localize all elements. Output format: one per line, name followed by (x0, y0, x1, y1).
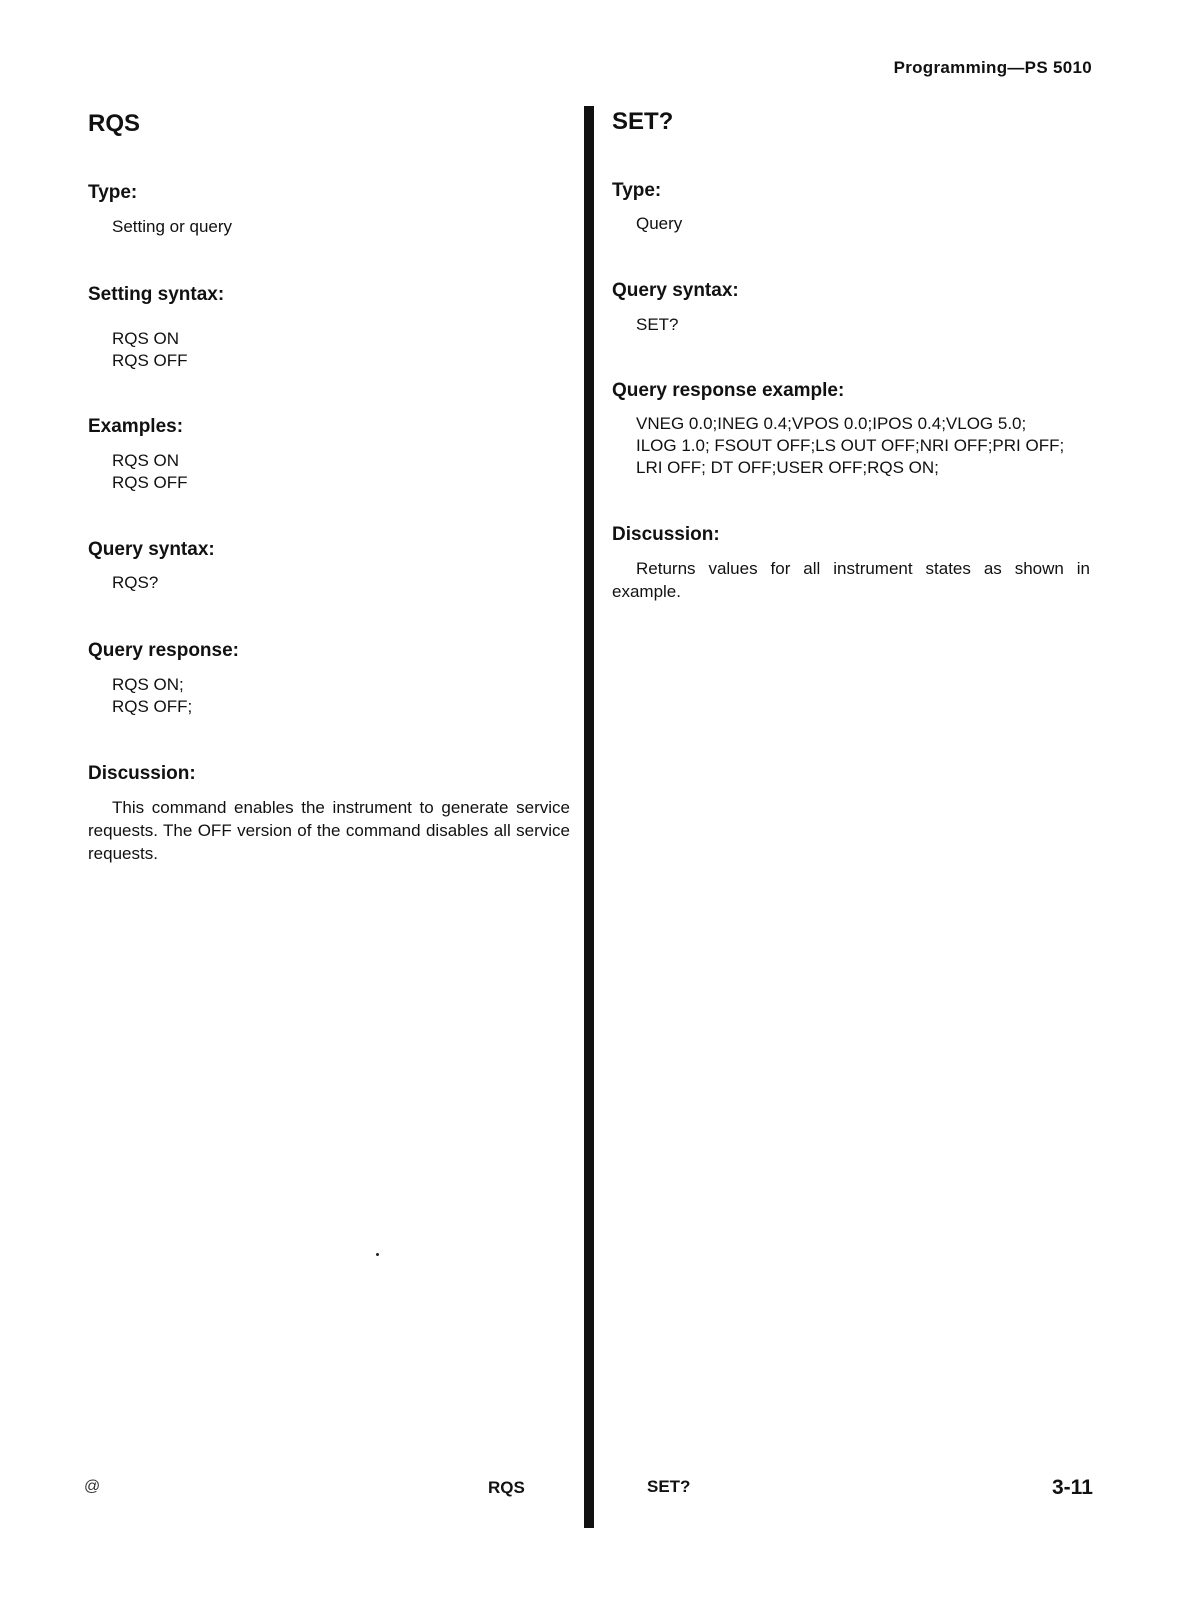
discussion-text: Returns values for all instrument states as shown in example. (612, 559, 1090, 601)
query-response-example-line: ILOG 1.0; FSOUT OFF;LS OUT OFF;NRI OFF;PRI OFF; (636, 436, 1065, 455)
scan-speck (376, 1253, 379, 1256)
discussion-heading: Discussion: (88, 763, 196, 784)
query-response-example-line: VNEG 0.0;INEG 0.4;VPOS 0.0;IPOS 0.4;VLOG 5.0; (636, 414, 1027, 433)
query-syntax-value: RQS? (112, 573, 159, 592)
page-number: 3-11 (1052, 1476, 1093, 1499)
discussion-heading: Discussion: (612, 524, 720, 545)
setting-syntax-heading: Setting syntax: (88, 284, 225, 305)
example-line: RQS OFF (112, 473, 188, 492)
query-syntax-heading: Query syntax: (612, 280, 739, 301)
query-response-example-heading: Query response example: (612, 380, 845, 401)
query-syntax-value: SET? (636, 315, 679, 334)
type-heading: Type: (612, 180, 662, 201)
type-value: Query (636, 214, 683, 233)
running-header: Programming—PS 5010 (893, 58, 1092, 77)
type-heading: Type: (88, 182, 138, 203)
setting-syntax-line: RQS OFF (112, 351, 188, 370)
type-value: Setting or query (112, 217, 233, 236)
discussion-text: This command enables the instrument to generate service requests. The OFF version of the command disables all service requests. (88, 798, 570, 863)
setting-syntax-line: RQS ON (112, 329, 180, 348)
example-line: RQS ON (112, 451, 180, 470)
query-response-line: RQS ON; (112, 675, 184, 694)
footer-right-label: SET? (647, 1477, 691, 1496)
column-divider (584, 106, 594, 1528)
command-title-set: SET? (612, 108, 674, 135)
examples-heading: Examples: (88, 416, 184, 437)
query-response-heading: Query response: (88, 640, 239, 661)
footer-mark: @ (84, 1478, 101, 1495)
command-title-rqs: RQS (88, 110, 141, 137)
footer-left-label: RQS (488, 1478, 525, 1497)
query-syntax-heading: Query syntax: (88, 539, 215, 560)
query-response-line: RQS OFF; (112, 697, 193, 716)
query-response-example-line: LRI OFF; DT OFF;USER OFF;RQS ON; (636, 458, 939, 477)
